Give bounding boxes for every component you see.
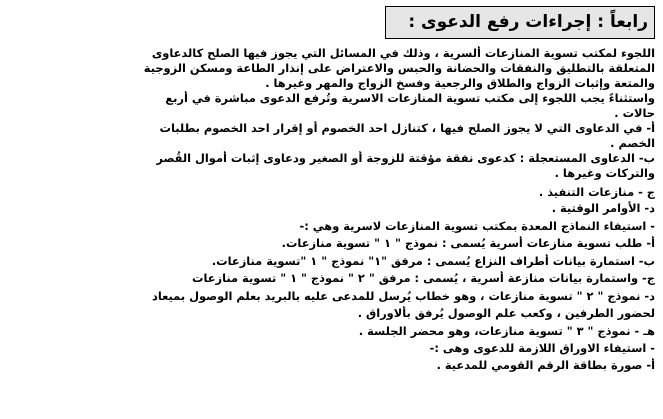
body-line: أ- صورة بطاقة الرقم القومي للمدعية . (436, 358, 655, 372)
body-line: هـ - نموذج " ٣ " تسوية منازعات، وهو محضر الجلسة . (358, 324, 655, 338)
body-line: ب- الدعاوى المستعجلة : كدعوى نفقة مؤقتة للزوجة أو الصغير ودعاوى إثبات أموال القُصر (156, 151, 655, 165)
body-line: المتعلقة بالتطليق والنفقات والحضانة والحبس والاعتراض على إنذار الطاعة ومسكن الزوجية (143, 61, 655, 75)
body-line: ب- استمارة بيانات أطراف النزاع يُسمى : مرفق "١" نموذج " ١ "تسوية منازعات. (211, 254, 655, 268)
body-line: ج- واستمارة بيانات منازعة أسرية ، يُسمى : مرفق " ٢ " نموذج " ١ " تسوية منازعات (192, 271, 655, 285)
section-heading-text: رابعاً : إجراءات رفع الدعوى : (408, 12, 648, 32)
body-line: د- نموذج " ٢ " تسوية منازعات ، وهو خطاب يُرسل للمدعى عليه بالبريد بعلم الوصول بميعاد (151, 289, 655, 303)
body-line: أ- طلب تسوية منازعات أسرية يُسمى : نموذج " ١ " تسوية منازعات. (281, 236, 655, 250)
body-line: والتركات وغيرها . (554, 166, 655, 180)
body-line: لحضور الطرفين ، وكعب علم الوصول يُرفق بألاوراق . (357, 306, 655, 320)
body-line: - استيفاء الاوراق اللازمة للدعوى وهى :- (429, 341, 655, 355)
body-line: أ- في الدعاوى التي لا يجوز الصلح فيها ، كتنازل احد الخصوم أو إقرار احد الخصوم بطلبات (159, 121, 655, 135)
body-line: - استيفاء النماذج المعدة بمكتب تسوية المنازعات لاسرية وهي :- (299, 219, 655, 233)
body-line: والمتعة وإثبات الزواج والطلاق والرجعية وفسخ الزواج والمهر وغيرها . (265, 76, 655, 90)
body-line: د- الأوامر الوقتية . (551, 201, 655, 215)
body-line: اللجوء لمكتب تسوية المنازعات ألسرية ، وذلك في المسائل التي يجوز فيها الصلح كالدعاوى (151, 46, 655, 60)
body-line: ج - منازعات التنفيذ . (538, 185, 655, 199)
body-line: حالات . (614, 106, 655, 120)
section-heading (385, 6, 655, 39)
body-line: واستثناءً يجب اللجوء إلى مكتب تسوية المنازعات الاسرية وتُرفع الدعوى مباشرة في أربع (165, 91, 655, 105)
body-line: الخصم . (610, 136, 655, 150)
